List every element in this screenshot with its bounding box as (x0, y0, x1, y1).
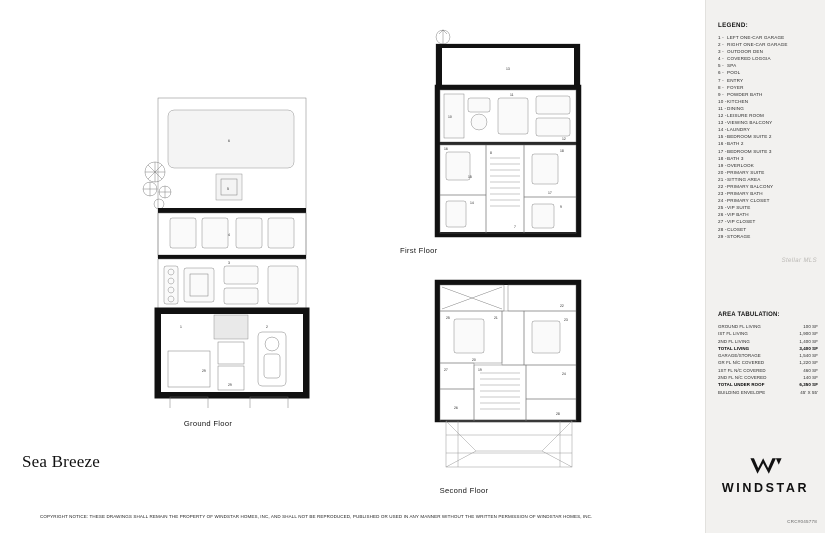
svg-text:2: 2 (266, 325, 268, 329)
second-floor-plan (428, 275, 588, 480)
area-value: 1,900 SF (799, 331, 818, 337)
document-id: CRC#045778 (787, 519, 817, 524)
legend-item (718, 211, 815, 218)
area-value: 460 SF (803, 367, 818, 373)
legend-item-number: 21 - (718, 176, 727, 182)
legend-item (718, 41, 815, 48)
legend-item-label: ENTRY (727, 77, 744, 83)
legend-item-label: PRIMARY BALCONY (727, 183, 774, 189)
legend-item (718, 133, 815, 140)
area-row (718, 338, 818, 345)
svg-text:16: 16 (444, 147, 448, 151)
svg-text:15: 15 (468, 175, 472, 179)
first-floor-caption: First Floor (400, 246, 438, 255)
legend-item (718, 112, 815, 119)
legend-item-label: SPA (727, 63, 737, 69)
svg-text:11: 11 (510, 93, 514, 97)
legend-item (718, 126, 815, 133)
legend-item-label: BATH 2 (727, 141, 744, 147)
legend-item (718, 84, 815, 91)
area-label: 1ST FL N/C COVERED (718, 367, 766, 373)
legend-item-number: 10 - (718, 98, 727, 104)
area-label: GROUND FL LIVING (718, 324, 761, 329)
legend-item-label: STORAGE (727, 233, 751, 239)
area-label: 2ND FL N/C COVERED (718, 375, 767, 381)
svg-text:29: 29 (202, 369, 206, 373)
legend-item-number: 26 - (718, 212, 727, 218)
area-row (718, 323, 818, 330)
area-row (718, 330, 818, 337)
svg-text:7: 7 (514, 225, 516, 229)
legend-item (718, 155, 815, 162)
legend-item-label: BATH 3 (727, 155, 744, 161)
legend-item-label: BEDROOM SUITE 2 (727, 134, 772, 140)
legend-item (718, 98, 815, 105)
legend-item (718, 62, 815, 69)
legend-item-number: 2 - (718, 42, 724, 48)
area-label: IST FL LIVING (718, 331, 748, 337)
area-row (718, 352, 818, 359)
page-title: Sea Breeze (22, 452, 100, 471)
legend-title: LEGEND: (718, 22, 748, 29)
svg-text:22: 22 (560, 304, 564, 308)
legend-item-number: 14 - (718, 127, 727, 133)
svg-text:13: 13 (506, 67, 510, 71)
area-tabulation-title: AREA TABULATION: (718, 312, 780, 318)
svg-text:14: 14 (470, 201, 474, 205)
legend-item-number: 3 - (718, 49, 724, 55)
svg-text:9: 9 (560, 205, 562, 209)
area-label: GR FL N/C COVERED (718, 360, 765, 366)
legend-item (718, 148, 815, 155)
area-value: 1,540 SF (799, 353, 818, 359)
legend-item-number: 16 - (718, 141, 727, 147)
ground-floor-plan (140, 96, 320, 408)
legend-item-label: VIP SUITE (727, 205, 751, 211)
legend-item-number: 27 - (718, 219, 727, 225)
area-label: TOTAL LIVING (718, 345, 750, 351)
legend-item-number: 19 - (718, 162, 727, 168)
svg-text:5: 5 (227, 187, 229, 191)
area-row (718, 367, 818, 374)
area-row-total-living (718, 345, 818, 352)
legend-item-label: RIGHT ONE-CAR GARAGE (727, 42, 788, 48)
legend-item-number: 28 - (718, 226, 727, 232)
legend-item-number: 22 - (718, 183, 727, 189)
legend-item-label: SITTING AREA (727, 176, 761, 182)
legend-item (718, 190, 815, 197)
legend-item (718, 77, 815, 84)
legend-item-label: PRIMARY BATH (727, 191, 763, 197)
legend-item-label: LEFT ONE-CAR GARAGE (727, 35, 785, 40)
svg-text:18: 18 (560, 149, 564, 153)
legend-item (718, 105, 815, 112)
svg-text:28: 28 (556, 412, 560, 416)
legend-item-number: 12 - (718, 113, 727, 119)
windstar-w-mark-icon (749, 456, 783, 476)
ground-floor-caption: Ground Floor (183, 419, 233, 428)
legend-item (718, 162, 815, 169)
svg-text:3: 3 (228, 261, 230, 265)
area-label: TOTAL UNDER ROOF (718, 382, 765, 388)
legend-item (718, 119, 815, 126)
legend-item-number: 25 - (718, 205, 727, 211)
svg-text:21: 21 (494, 316, 498, 320)
legend-panel (705, 0, 825, 533)
legend-item-number: 7 - (718, 77, 724, 83)
legend-item (718, 226, 815, 233)
legend-item-label: OUTDOOR DEN (727, 49, 764, 55)
legend-item-label: OVERLOOK (727, 162, 754, 168)
legend-item-label: POOL (727, 70, 741, 76)
area-label: GARAGE/STORAGE (718, 353, 761, 359)
legend-item-label: BEDROOM SUITE 3 (727, 148, 772, 154)
area-row (718, 389, 818, 396)
area-label: BUILDING ENVELOPE (718, 389, 766, 395)
svg-text:26: 26 (454, 406, 458, 410)
area-row (718, 359, 818, 366)
area-row-total-under-roof (718, 381, 818, 388)
legend-item-number: 18 - (718, 155, 727, 161)
svg-text:17: 17 (548, 191, 552, 195)
brand-name: WINDSTAR (721, 481, 810, 495)
legend-item-number: 6 - (718, 70, 724, 76)
area-value: 1,220 SF (799, 360, 818, 366)
copyright-notice: COPYRIGHT NOTICE: THESE DRAWINGS SHALL REMAIN THE PROPERTY OF WINDSTAR HOMES, INC, AND SHALL NOT BE REPRODUCED, PUBLISHED OR USED IN ANY MANNER WITHOUT THE WRITTEN PERMISSION OF WINDSTAR HOMES, INC. (40, 514, 593, 519)
legend-item-number: 9 - (718, 91, 724, 97)
brand-logo (706, 456, 825, 495)
legend-item-number: 11 - (718, 105, 727, 111)
first-floor-plan (428, 28, 588, 243)
svg-text:24: 24 (562, 372, 566, 376)
legend-item (718, 183, 815, 190)
svg-text:20: 20 (472, 358, 476, 362)
legend-item (718, 169, 815, 176)
legend-item (718, 91, 815, 98)
legend-item (718, 197, 815, 204)
legend-item-label: KITCHEN (727, 98, 749, 104)
area-label: 2ND FL LIVING (718, 338, 750, 344)
second-floor-caption: Second Floor (439, 486, 489, 495)
area-tabulation (718, 312, 818, 396)
svg-text:25: 25 (446, 316, 450, 320)
legend-item-label: LAUNDRY (727, 127, 750, 133)
legend-item-number: 1 - (718, 35, 724, 40)
legend-item-number: 5 - (718, 63, 724, 69)
legend-item-label: VIEWING BALCONY (727, 120, 773, 126)
legend-item (718, 69, 815, 76)
legend-item-number: 13 - (718, 120, 727, 126)
area-value: 6,350 SF (799, 382, 818, 388)
svg-text:10: 10 (448, 115, 452, 119)
legend-item-label: CLOSET (727, 226, 747, 232)
area-value: 45' X 55' (800, 389, 818, 395)
legend-item-number: 29 - (718, 233, 727, 239)
legend-item-label: FOYER (727, 84, 744, 90)
legend-item-number: 24 - (718, 198, 727, 204)
legend-item-label: COVERED LOGGIA (727, 56, 771, 62)
legend-item (718, 48, 815, 55)
svg-text:27: 27 (444, 368, 448, 372)
legend-item (718, 233, 815, 240)
svg-text:29: 29 (228, 383, 232, 387)
svg-text:6: 6 (228, 139, 230, 143)
legend-item-number: 8 - (718, 84, 724, 90)
area-row (718, 374, 818, 381)
legend-item-label: POWDER BATH (727, 91, 763, 97)
stellar-mls-watermark: Stellar MLS (781, 258, 817, 264)
area-value: 1,400 SF (799, 338, 818, 344)
legend-item-label: DINING (727, 105, 744, 111)
svg-text:8: 8 (490, 151, 492, 155)
legend-item (718, 204, 815, 211)
legend-item-label: VIP BATH (727, 212, 749, 218)
legend-item (718, 34, 815, 41)
legend-item-number: 23 - (718, 191, 727, 197)
legend-item (718, 176, 815, 183)
area-value: 140 SF (803, 375, 818, 381)
svg-text:19: 19 (478, 368, 482, 372)
legend-item-label: PRIMARY SUITE (727, 169, 765, 175)
legend-item-label: PRIMARY CLOSET (727, 198, 770, 204)
legend-item (718, 140, 815, 147)
svg-text:4: 4 (228, 233, 230, 237)
legend-item-number: 15 - (718, 134, 727, 140)
legend-item-number: 20 - (718, 169, 727, 175)
legend-item (718, 218, 815, 225)
legend-list (718, 34, 815, 240)
legend-item-number: 17 - (718, 148, 727, 154)
svg-text:1: 1 (180, 325, 182, 329)
svg-text:23: 23 (564, 318, 568, 322)
area-value: 3,400 SF (799, 345, 818, 351)
legend-item-number: 4 - (718, 56, 724, 62)
legend-item-label: VIP CLOSET (727, 219, 756, 225)
legend-item-label: LEISURE ROOM (727, 113, 765, 119)
legend-item (718, 55, 815, 62)
area-value: 100 SF (803, 324, 818, 329)
svg-text:12: 12 (562, 137, 566, 141)
